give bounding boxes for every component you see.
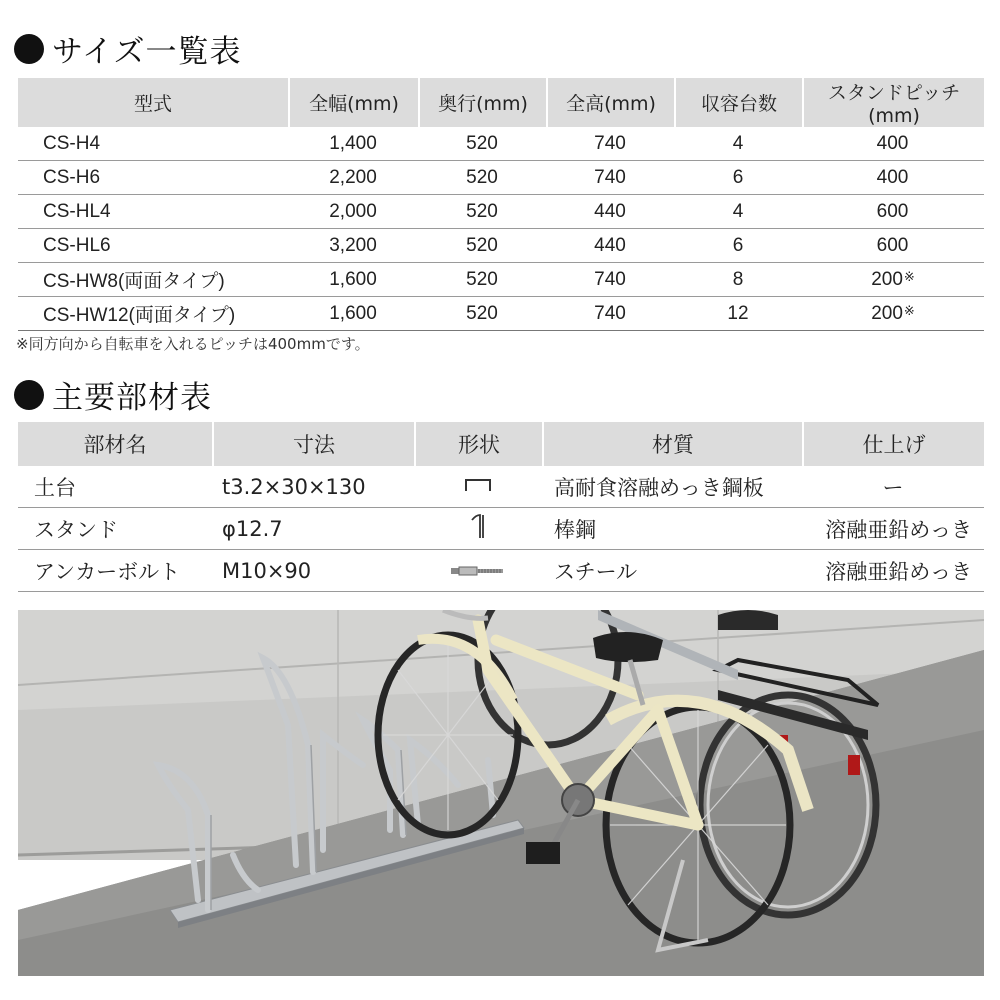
cell-capacity: 4 [674,127,802,161]
cell-model: CS-HW8(両面タイプ) [18,263,288,297]
cell-pitch [802,161,984,195]
table-row [18,466,984,508]
pitch-value: 600 [876,200,909,222]
table-row [18,161,984,195]
table-row [18,229,984,263]
size-section-title: サイズ一覧表 [52,34,242,70]
cell-shape [414,508,542,550]
size-table [18,78,984,331]
cell-depth: 520 [418,229,546,263]
col-header-pitch: スタンドピッチ(mm) [802,78,984,127]
cell-width: 2,000 [288,195,418,229]
note-mark: ※ [903,302,915,318]
pitch-value: 600 [876,234,909,256]
cell-height: 740 [546,161,674,195]
cell-pitch [802,195,984,229]
cell-part-name: スタンド [18,508,212,550]
cell-capacity: 6 [674,161,802,195]
product-photo [18,610,984,976]
cell-dimension: t3.2×30×130 [212,466,414,508]
cell-height: 740 [546,127,674,161]
cell-width: 1,600 [288,263,418,297]
cell-model: CS-HW12(両面タイプ) [18,297,288,331]
channel-profile-icon [463,476,493,494]
parts-table-header [18,422,984,466]
col-header-depth: 奥行(mm) [418,78,546,127]
table-row [18,263,984,297]
table-row [18,127,984,161]
cell-height: 440 [546,229,674,263]
cell-material: 高耐食溶融めっき鋼板 [542,466,802,508]
bullet-icon [14,34,44,64]
pitch-value: 400 [876,132,909,154]
cell-width: 1,400 [288,127,418,161]
cell-model: CS-H6 [18,161,288,195]
cell-model: CS-HL4 [18,195,288,229]
size-table-header [18,78,984,127]
cell-material: スチール [542,550,802,592]
note-mark: ※ [903,268,915,284]
cell-finish: 溶融亜鉛めっき [802,550,984,592]
cell-depth: 520 [418,161,546,195]
col-header-capacity: 収容台数 [674,78,802,127]
cell-material: 棒鋼 [542,508,802,550]
cell-pitch [802,229,984,263]
cell-pitch [802,263,984,297]
cell-part-name: アンカーボルト [18,550,212,592]
cell-capacity: 8 [674,263,802,297]
cell-height: 740 [546,297,674,331]
cell-width: 1,600 [288,297,418,331]
table-row [18,508,984,550]
col-header-shape: 形状 [414,422,542,466]
cell-shape [414,466,542,508]
cell-capacity: 12 [674,297,802,331]
cell-pitch [802,297,984,331]
col-header-part-name: 部材名 [18,422,212,466]
cell-pitch [802,127,984,161]
cell-height: 440 [546,195,674,229]
cell-width: 3,200 [288,229,418,263]
cell-dimension: φ12.7 [212,508,414,550]
cell-model: CS-HL6 [18,229,288,263]
cell-depth: 520 [418,263,546,297]
bent-rod-icon [466,512,490,540]
size-section-heading [14,26,242,71]
pitch-footnote: ※同方向から自転車を入れるピッチは400mmです。 [16,335,370,353]
cell-capacity: 4 [674,195,802,229]
cell-shape [414,550,542,592]
cell-height: 740 [546,263,674,297]
parts-section-heading [14,372,212,417]
col-header-height: 全高(mm) [546,78,674,127]
table-row [18,195,984,229]
cell-model: CS-H4 [18,127,288,161]
cell-dimension: M10×90 [212,550,414,592]
pitch-value: 200 [871,268,903,290]
col-header-material: 材質 [542,422,802,466]
pitch-value: 400 [876,166,909,188]
table-row [18,297,984,331]
cell-capacity: 6 [674,229,802,263]
cell-finish: 溶融亜鉛めっき [802,508,984,550]
cell-part-name: 土台 [18,466,212,508]
col-header-dimension: 寸法 [212,422,414,466]
pitch-value: 200 [871,302,903,324]
parts-table [18,422,984,592]
cell-width: 2,200 [288,161,418,195]
cell-depth: 520 [418,127,546,161]
parts-section-title: 主要部材表 [52,380,212,416]
table-row [18,550,984,592]
cell-depth: 520 [418,297,546,331]
anchor-bolt-icon [449,564,507,578]
col-header-finish: 仕上げ [802,422,984,466]
bullet-icon [14,380,44,410]
cell-finish: ー [802,466,984,508]
col-header-model: 型式 [18,78,288,127]
cell-depth: 520 [418,195,546,229]
col-header-width: 全幅(mm) [288,78,418,127]
